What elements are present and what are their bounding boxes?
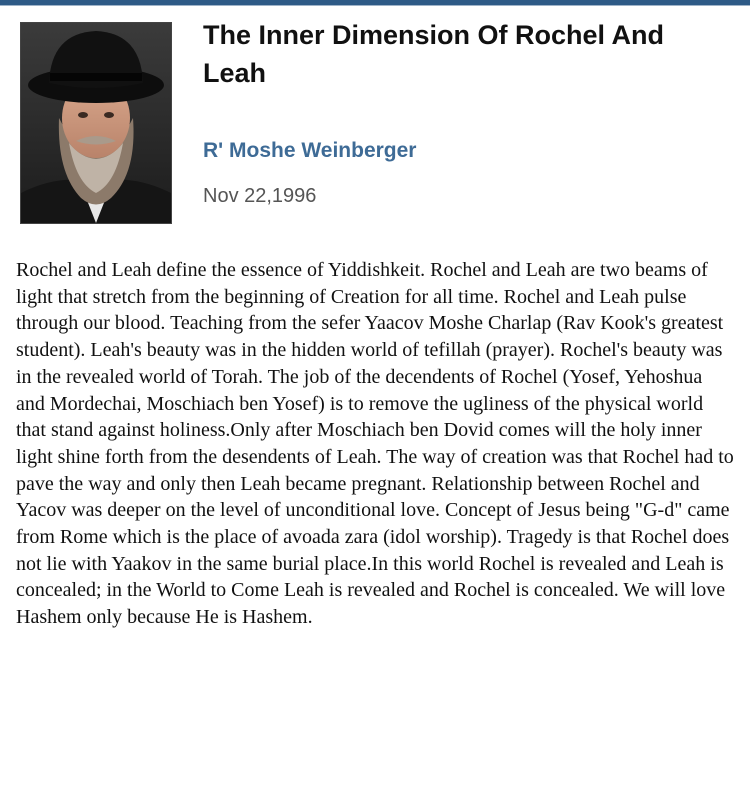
article-header [0,0,750,240]
author-link[interactable]: R' Moshe Weinberger [203,139,417,162]
article-title: The Inner Dimension Of Rochel And Leah [203,20,665,88]
article-description: Rochel and Leah define the essence of Yiddishkeit. Rochel and Leah are two beams of light that stretch from the beginning of Creation for all time. Rochel and Leah pulse through our blood. Teaching from the sefer Yaacov Moshe Charlap (Rav Kook's greatest student). Leah's beauty was in the hidden world of tefillah (prayer). Rochel's beauty was in the revealed world of Torah. The job of the decendents of Rochel (Yosef, Yehoshua and Mordechai, Moschiach ben Yosef) is to remove the ugliness of the physical world that stand against holiness.Only after Moschiach ben Dovid comes will the holy inner light shine forth from the desendents of Leah. The way of creation was that Rochel had to pave the way and only then Leah became pregnant. Relationship between Rochel and Yacov was deeper on the level of unconditional love. Concept of Jesus being "G-d" came from Rome which is the place of avoada zara (idol worship). Tragedy is that Rochel does not lie with Yaakov in the same burial place.In this world Rochel is revealed and Leah is concealed; in the World to Come Leah is revealed and Rochel is concealed. We will love Hashem only because He is Hashem. [16,259,734,629]
speaker-photo [20,22,172,224]
speaker-portrait-image [21,23,171,223]
publish-date: Nov 22,1996 [203,185,317,207]
